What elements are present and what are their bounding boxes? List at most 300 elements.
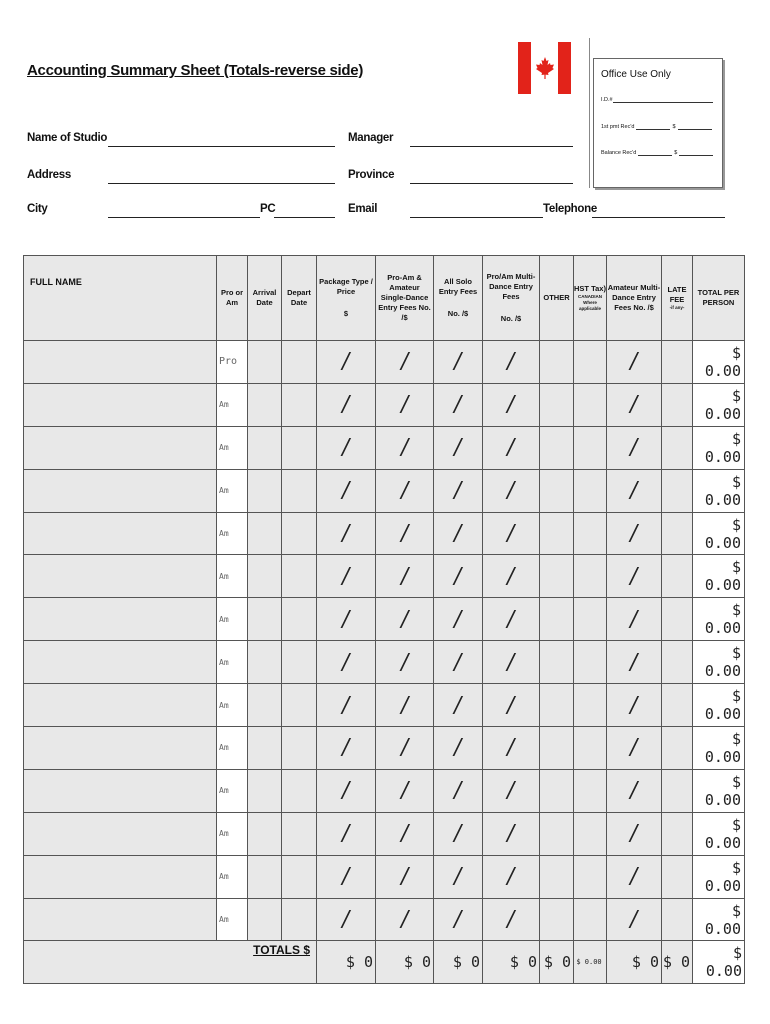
number-amount-cell[interactable] [434,426,483,469]
number-amount-cell[interactable] [434,383,483,426]
number-amount-cell[interactable] [483,769,540,812]
total-all-solo-cell: $ 0 [434,941,483,984]
table-row [24,555,745,598]
number-amount-cell[interactable] [376,684,434,727]
header-total-per-person: TOTAL PER PERSON [693,256,745,341]
entry-cell[interactable] [662,555,693,598]
entry-cell[interactable] [282,598,317,641]
entry-cell[interactable] [662,684,693,727]
entry-cell[interactable] [282,684,317,727]
entry-cell[interactable] [574,727,607,770]
number-amount-cell[interactable] [483,684,540,727]
entry-cell[interactable] [540,426,574,469]
city-field[interactable] [108,217,260,218]
number-amount-cell[interactable] [483,555,540,598]
number-amount-cell[interactable] [376,469,434,512]
entry-cell[interactable] [540,383,574,426]
pro-am-cell[interactable]: Am [217,812,248,855]
number-amount-cell[interactable] [607,898,662,941]
number-amount-cell[interactable] [317,383,376,426]
total-per-person-cell: $ 0.00 [693,341,745,384]
header-all-solo: All Solo Entry Fees No. /$ [434,256,483,341]
number-amount-cell[interactable] [607,512,662,555]
total-per-person-cell: $ 0.00 [693,512,745,555]
entry-cell[interactable] [248,512,282,555]
full-name-cell[interactable] [24,641,217,684]
totals-label-cell [24,941,317,984]
entry-cell[interactable] [662,727,693,770]
number-amount-cell[interactable] [376,555,434,598]
total-per-person-cell: $ 0.00 [693,812,745,855]
number-amount-cell[interactable] [434,727,483,770]
number-amount-cell[interactable] [317,684,376,727]
pro-am-cell[interactable]: Pro [217,341,248,384]
entry-cell[interactable] [574,598,607,641]
totals-row [24,941,745,984]
entry-cell[interactable] [574,469,607,512]
number-amount-cell[interactable] [483,383,540,426]
number-amount-cell[interactable] [607,641,662,684]
slash-separator: / [628,478,640,504]
entry-cell[interactable] [574,641,607,684]
pro-am-cell[interactable]: Am [217,383,248,426]
entry-cell[interactable] [574,769,607,812]
entry-cell[interactable] [662,426,693,469]
slash-separator: / [340,392,352,418]
number-amount-cell[interactable] [483,855,540,898]
number-amount-cell[interactable] [607,598,662,641]
entry-cell[interactable] [540,598,574,641]
slash-separator: / [452,649,464,675]
table-row [24,341,745,384]
email-label: Email [348,203,378,215]
first-payment-field[interactable] [636,123,670,130]
number-amount-cell[interactable] [376,426,434,469]
table-row [24,769,745,812]
total-per-person-cell: $ 0.00 [693,898,745,941]
slash-separator: / [398,478,411,504]
number-amount-cell[interactable] [483,341,540,384]
entry-cell[interactable] [248,426,282,469]
number-amount-cell[interactable] [607,469,662,512]
total-package-cell: $ 0 [317,941,376,984]
number-amount-cell[interactable] [317,641,376,684]
manager-label: Manager [348,132,394,144]
entry-cell[interactable] [540,641,574,684]
slash-separator: / [505,692,517,718]
number-amount-cell[interactable] [607,855,662,898]
number-amount-cell[interactable] [607,812,662,855]
total-proam-multi-cell: $ 0 [483,941,540,984]
entry-cell[interactable] [282,641,317,684]
header-arrival: Arrival Date [248,256,282,341]
entry-cell[interactable] [662,769,693,812]
total-per-person-cell: $ 0.00 [693,769,745,812]
entry-cell[interactable] [248,684,282,727]
slash-separator: / [452,692,464,718]
slash-separator: / [398,692,411,718]
full-name-cell[interactable] [24,684,217,727]
slash-separator: / [452,606,464,632]
number-amount-cell[interactable] [607,684,662,727]
full-name-cell[interactable] [24,898,217,941]
entry-cell[interactable] [282,426,317,469]
number-amount-cell[interactable] [434,512,483,555]
header-proam-single: Pro-Am & Amateur Single-Dance Entry Fees No. /$ [376,256,434,341]
number-amount-cell[interactable] [434,641,483,684]
slash-separator: / [398,563,411,589]
entry-cell[interactable] [248,383,282,426]
number-amount-cell[interactable] [483,812,540,855]
slash-separator: / [340,349,352,375]
entry-cell[interactable] [282,383,317,426]
slash-separator: / [505,435,517,461]
office-use-title: Office Use Only [601,69,671,80]
entry-cell[interactable] [662,641,693,684]
table-header-row [24,256,745,341]
slash-separator: / [398,349,411,375]
entry-cell[interactable] [248,641,282,684]
number-amount-cell[interactable] [317,512,376,555]
entry-cell[interactable] [574,898,607,941]
entry-cell[interactable] [248,769,282,812]
number-amount-cell[interactable] [434,855,483,898]
entry-cell[interactable] [662,469,693,512]
slash-separator: / [452,864,464,890]
entry-cell[interactable] [574,812,607,855]
entry-cell[interactable] [282,898,317,941]
province-label: Province [348,169,395,181]
table-row [24,383,745,426]
total-grand-total-cell: $ 0.00 [693,941,745,984]
pro-am-cell[interactable]: Am [217,641,248,684]
header-late-fee: LATE FEE -if any- [662,256,693,341]
full-name-cell[interactable] [24,812,217,855]
entry-cell[interactable] [574,341,607,384]
slash-separator: / [398,735,411,761]
entry-cell[interactable] [662,512,693,555]
office-use-box [593,58,723,188]
table-row [24,684,745,727]
slash-separator: / [505,778,517,804]
full-name-cell[interactable] [24,512,217,555]
province-field[interactable] [410,183,573,184]
slash-separator: / [505,521,517,546]
table-row [24,855,745,898]
number-amount-cell[interactable] [434,598,483,641]
table-row [24,812,745,855]
number-amount-cell[interactable] [607,555,662,598]
entry-cell[interactable] [248,727,282,770]
number-amount-cell[interactable] [376,598,434,641]
number-amount-cell[interactable] [317,341,376,384]
header-amateur-multi: Amateur Multi-Dance Entry Fees No. /$ [607,256,662,341]
slash-separator: / [628,606,640,632]
totals-label: TOTALS $ [253,943,310,958]
number-amount-cell[interactable] [607,383,662,426]
number-amount-cell[interactable] [317,898,376,941]
slash-separator: / [628,735,640,761]
number-amount-cell[interactable] [317,555,376,598]
pro-am-cell[interactable]: Am [217,855,248,898]
slash-separator: / [505,907,517,933]
entry-cell[interactable] [540,469,574,512]
slash-separator: / [398,907,411,933]
slash-separator: / [452,907,464,933]
number-amount-cell[interactable] [607,341,662,384]
entry-cell[interactable] [662,383,693,426]
number-amount-cell[interactable] [434,555,483,598]
full-name-cell[interactable] [24,555,217,598]
number-amount-cell[interactable] [317,812,376,855]
pro-am-cell[interactable]: Am [217,769,248,812]
entry-cell[interactable] [540,555,574,598]
entry-cell[interactable] [540,341,574,384]
slash-separator: / [452,435,464,461]
slash-separator: / [340,649,352,675]
slash-separator: / [340,907,352,933]
office-first-payment-line: 1st pmt Rec'd $ [601,123,712,130]
entry-cell[interactable] [282,469,317,512]
slash-separator: / [340,521,352,546]
number-amount-cell[interactable] [483,898,540,941]
slash-separator: / [505,864,517,890]
slash-separator: / [340,435,352,461]
number-amount-cell[interactable] [607,769,662,812]
first-payment-amount-field[interactable] [678,123,712,130]
telephone-field[interactable] [592,217,725,218]
pc-field[interactable] [274,217,335,218]
header-hst: HST Tax) CANADIAN Where applicable [574,256,607,341]
pro-am-cell[interactable]: Am [217,512,248,555]
entry-cell[interactable] [574,684,607,727]
slash-separator: / [398,435,411,461]
pc-label: PC [260,203,276,215]
slash-separator: / [398,864,411,890]
entry-cell[interactable] [248,812,282,855]
full-name-cell[interactable] [24,598,217,641]
pro-am-cell[interactable]: Am [217,727,248,770]
header-proam-multi: Pro/Am Multi-Dance Entry Fees No. /$ [483,256,540,341]
total-per-person-cell: $ 0.00 [693,641,745,684]
number-amount-cell[interactable] [376,898,434,941]
balance-amount-field[interactable] [679,149,713,156]
slash-separator: / [398,606,411,632]
total-per-person-cell: $ 0.00 [693,469,745,512]
number-amount-cell[interactable] [483,598,540,641]
entry-cell[interactable] [540,769,574,812]
entry-cell[interactable] [248,598,282,641]
total-per-person-cell: $ 0.00 [693,598,745,641]
number-amount-cell[interactable] [607,727,662,770]
slash-separator: / [398,392,411,418]
slash-separator: / [628,821,640,847]
header-package: Package Type / Price $ [317,256,376,341]
table-row [24,898,745,941]
slash-separator: / [505,821,517,847]
slash-separator: / [398,521,411,546]
office-id-field[interactable] [613,96,713,103]
total-hst-cell: $ 0.00 [574,941,607,984]
entry-cell[interactable] [248,855,282,898]
slash-separator: / [340,864,352,890]
full-name-cell[interactable] [24,341,217,384]
entry-cell[interactable] [282,512,317,555]
city-label: City [27,203,48,215]
number-amount-cell[interactable] [376,855,434,898]
number-amount-cell[interactable] [483,641,540,684]
slash-separator: / [452,821,464,847]
number-amount-cell[interactable] [376,641,434,684]
number-amount-cell[interactable] [607,426,662,469]
slash-separator: / [398,821,411,847]
email-field[interactable] [410,217,543,218]
entry-cell[interactable] [574,855,607,898]
slash-separator: / [398,778,411,804]
entry-cell[interactable] [574,383,607,426]
total-amateur-multi-cell: $ 0 [607,941,662,984]
entry-cell[interactable] [662,898,693,941]
entry-cell[interactable] [662,598,693,641]
full-name-cell[interactable] [24,855,217,898]
slash-separator: / [628,692,640,718]
table-row [24,426,745,469]
total-per-person-cell: $ 0.00 [693,727,745,770]
number-amount-cell[interactable] [376,512,434,555]
table-row [24,598,745,641]
number-amount-cell[interactable] [483,426,540,469]
entry-cell[interactable] [282,812,317,855]
entry-cell[interactable] [574,512,607,555]
slash-separator: / [628,649,640,675]
entry-cell[interactable] [282,727,317,770]
full-name-cell[interactable] [24,469,217,512]
entry-cell[interactable] [540,898,574,941]
slash-separator: / [452,778,464,804]
slash-separator: / [452,521,464,546]
number-amount-cell[interactable] [376,383,434,426]
table-row [24,641,745,684]
slash-separator: / [398,649,411,675]
entry-cell[interactable] [574,426,607,469]
entry-cell[interactable] [574,555,607,598]
office-id-line: I.D.# [601,96,713,103]
number-amount-cell[interactable] [317,769,376,812]
entry-cell[interactable] [662,812,693,855]
entry-cell[interactable] [540,812,574,855]
number-amount-cell[interactable] [376,769,434,812]
entry-cell[interactable] [662,341,693,384]
entry-cell[interactable] [282,341,317,384]
entry-cell[interactable] [540,684,574,727]
slash-separator: / [340,692,352,718]
slash-separator: / [505,478,517,504]
number-amount-cell[interactable] [317,855,376,898]
total-per-person-cell: $ 0.00 [693,855,745,898]
manager-field[interactable] [410,146,573,147]
full-name-cell[interactable] [24,383,217,426]
number-amount-cell[interactable] [317,598,376,641]
full-name-cell[interactable] [24,727,217,770]
number-amount-cell[interactable] [434,341,483,384]
entry-cell[interactable] [282,855,317,898]
number-amount-cell[interactable] [376,812,434,855]
slash-separator: / [628,435,640,461]
number-amount-cell[interactable] [483,469,540,512]
entry-cell[interactable] [248,469,282,512]
header-other: OTHER [540,256,574,341]
slash-separator: / [505,606,517,632]
entry-cell[interactable] [248,898,282,941]
entry-cell[interactable] [662,855,693,898]
table-row [24,512,745,555]
pro-am-cell[interactable]: Am [217,426,248,469]
number-amount-cell[interactable] [434,684,483,727]
slash-separator: / [628,563,640,589]
slash-separator: / [505,563,517,589]
number-amount-cell[interactable] [317,469,376,512]
slash-separator: / [628,521,640,546]
table-row [24,469,745,512]
accounting-table [23,255,745,984]
telephone-label: Telephone [543,203,597,215]
number-amount-cell[interactable] [434,769,483,812]
studio-field[interactable] [108,146,335,147]
entry-cell[interactable] [248,341,282,384]
total-late-fee-cell: $ 0 [662,941,693,984]
slash-separator: / [628,392,640,418]
slash-separator: / [452,563,464,589]
pro-am-cell[interactable]: Am [217,598,248,641]
number-amount-cell[interactable] [434,898,483,941]
pro-am-cell[interactable]: Am [217,469,248,512]
entry-cell[interactable] [248,555,282,598]
header-full-name: FULL NAME [24,256,217,341]
number-amount-cell[interactable] [376,341,434,384]
full-name-cell[interactable] [24,426,217,469]
number-amount-cell[interactable] [317,727,376,770]
address-label: Address [27,169,71,181]
total-per-person-cell: $ 0.00 [693,383,745,426]
entry-cell[interactable] [282,769,317,812]
balance-field[interactable] [638,149,672,156]
entry-cell[interactable] [540,727,574,770]
address-field[interactable] [108,183,335,184]
pro-am-cell[interactable]: Am [217,555,248,598]
number-amount-cell[interactable] [483,727,540,770]
page-title: Accounting Summary Sheet (Totals-reverse side) [27,62,364,79]
entry-cell[interactable] [540,855,574,898]
number-amount-cell[interactable] [376,727,434,770]
office-balance-line: Balance Rec'd $ [601,149,713,156]
number-amount-cell[interactable] [483,512,540,555]
slash-separator: / [505,349,517,375]
slash-separator: / [452,392,464,418]
pro-am-cell[interactable]: Am [217,898,248,941]
slash-separator: / [340,778,352,804]
full-name-cell[interactable] [24,769,217,812]
slash-separator: / [452,478,464,504]
pro-am-cell[interactable]: Am [217,684,248,727]
number-amount-cell[interactable] [317,426,376,469]
number-amount-cell[interactable] [434,812,483,855]
slash-separator: / [340,563,352,589]
number-amount-cell[interactable] [434,469,483,512]
total-per-person-cell: $ 0.00 [693,426,745,469]
slash-separator: / [452,735,464,761]
entry-cell[interactable] [540,512,574,555]
entry-cell[interactable] [282,555,317,598]
